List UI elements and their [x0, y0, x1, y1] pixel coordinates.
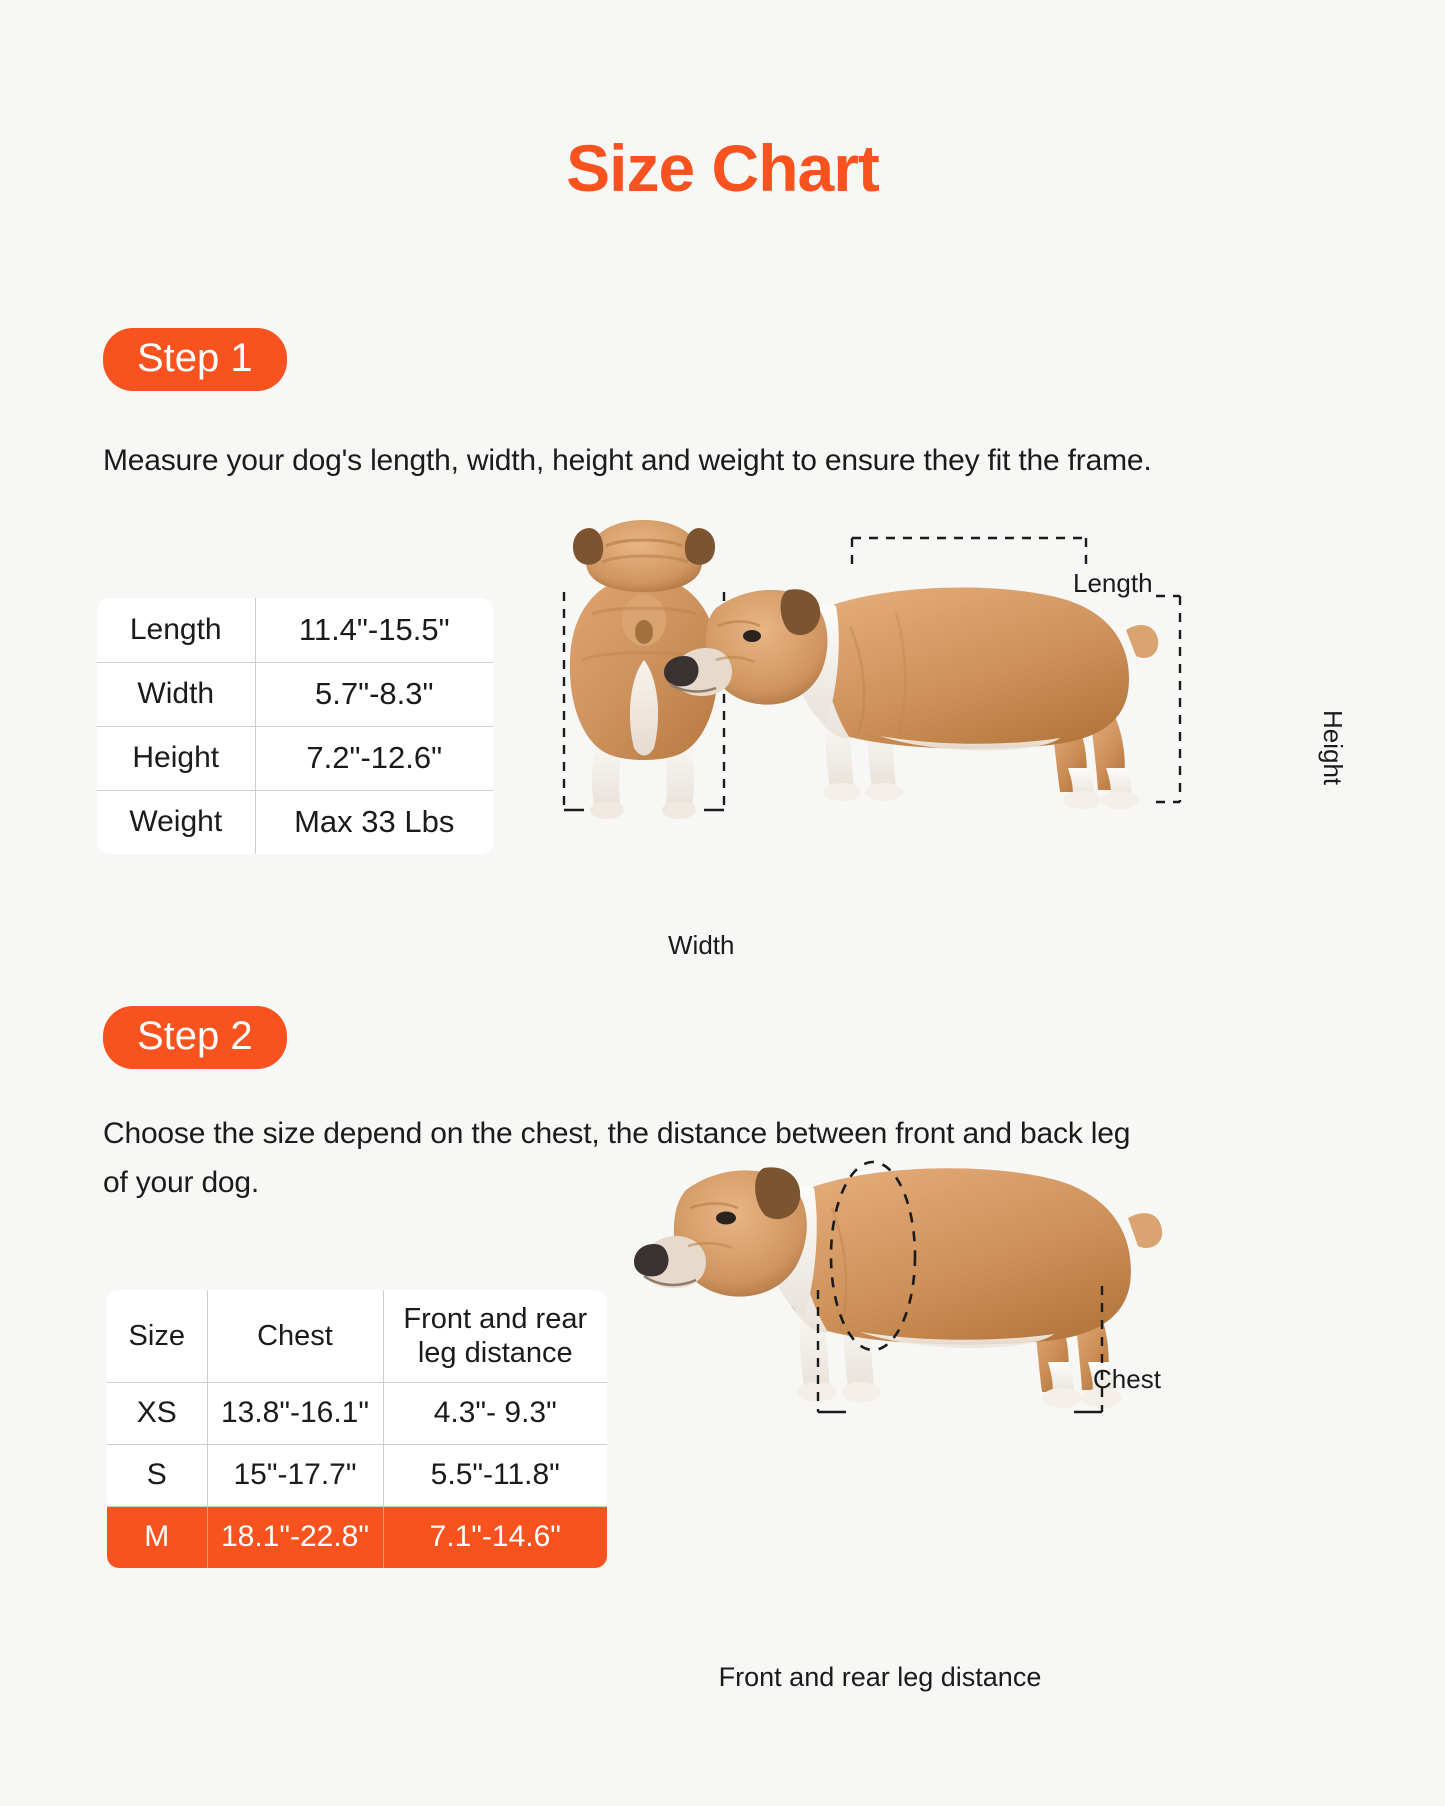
row-label-height: Height: [97, 726, 255, 790]
cell-leg-m: 7.1"-14.6": [383, 1506, 607, 1568]
header-leg-distance-line1: Front and rear: [403, 1302, 588, 1335]
dog-side-view-illustration: [664, 588, 1158, 809]
length-dimension-guide: [852, 538, 1086, 570]
table-header-row: [107, 1290, 607, 1382]
step-2-illustration: [650, 1060, 1210, 1480]
dog-side-view-illustration-2: [634, 1167, 1162, 1408]
header-leg-distance: [383, 1290, 607, 1382]
step-1-badge: Step 1: [103, 328, 287, 391]
step-1-description: Measure your dog's length, width, height and weight to ensure they fit the frame.: [103, 444, 1152, 477]
row-label-weight: Weight: [97, 790, 255, 854]
row-value-length: 11.4"-15.5": [255, 598, 493, 662]
table-row: [97, 662, 493, 726]
dog-measurement-diagram: [520, 480, 1220, 860]
length-label: Length: [1073, 568, 1153, 598]
step-2-badge: Step 2: [103, 1006, 287, 1069]
page-title: Size Chart: [566, 131, 879, 205]
height-label: Height: [1318, 710, 1348, 786]
size-table: [107, 1290, 607, 1568]
cell-chest-s: 15"-17.7": [207, 1444, 383, 1506]
cell-size-s: S: [107, 1444, 207, 1506]
cell-leg-xs: 4.3"- 9.3": [383, 1382, 607, 1444]
header-chest: Chest: [207, 1290, 383, 1382]
dog-chest-diagram: [650, 1060, 1210, 1480]
header-size: Size: [107, 1290, 207, 1382]
chest-label: Chest: [1093, 1364, 1161, 1394]
cell-leg-s: 5.5"-11.8": [383, 1444, 607, 1506]
table-row: [97, 790, 493, 854]
cell-size-m: M: [107, 1506, 207, 1568]
table-row-s: [107, 1444, 607, 1506]
leg-distance-caption: Front and rear leg distance: [718, 1662, 1042, 1692]
row-value-height: 7.2"-12.6": [255, 726, 493, 790]
width-label: Width: [668, 930, 735, 960]
row-label-length: Length: [97, 598, 255, 662]
table-row: [97, 726, 493, 790]
cell-chest-xs: 13.8"-16.1": [207, 1382, 383, 1444]
step-1-illustration: [520, 480, 1220, 860]
table-row-m-highlighted: [107, 1506, 607, 1568]
row-value-width: 5.7"-8.3": [255, 662, 493, 726]
cell-size-xs: XS: [107, 1382, 207, 1444]
row-value-weight: Max 33 Lbs: [255, 790, 493, 854]
cell-chest-m: 18.1"-22.8": [207, 1506, 383, 1568]
step-2-description: Choose the size depend on the chest, the distance between front and back leg of your dog.: [103, 1117, 1131, 1199]
row-label-width: Width: [97, 662, 255, 726]
table-row: [97, 598, 493, 662]
measurement-table: [97, 598, 493, 854]
header-leg-distance-line2: leg distance: [417, 1336, 573, 1369]
height-dimension-guide: [1156, 596, 1180, 802]
table-row-xs: [107, 1382, 607, 1444]
